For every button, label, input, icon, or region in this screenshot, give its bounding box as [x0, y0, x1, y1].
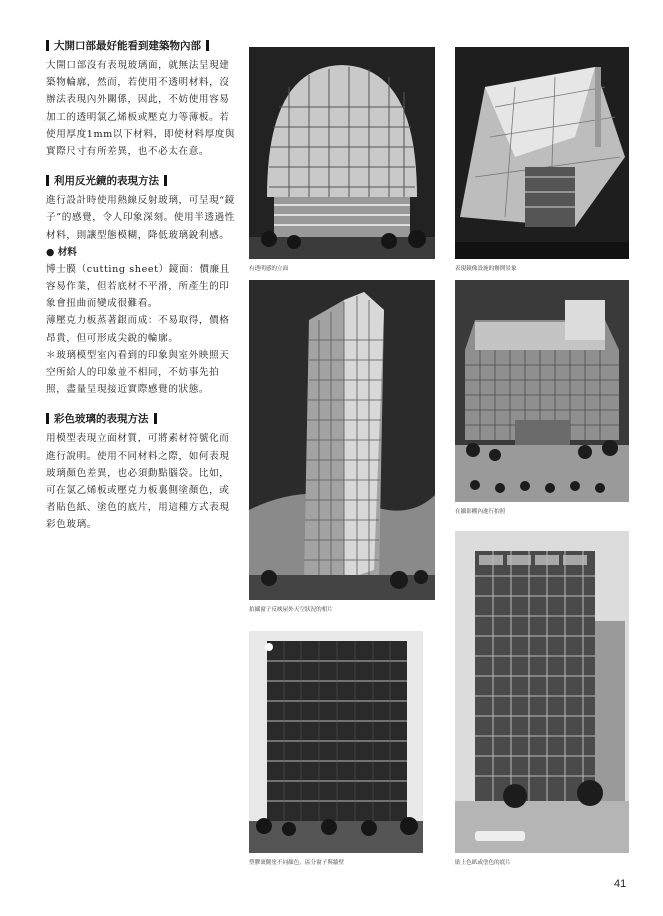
photo-transparent-facade — [249, 47, 435, 259]
heading-text: 彩色玻璃的表現方法 — [54, 413, 149, 426]
page-number: 41 — [614, 878, 627, 890]
section-body: 進行設計時使用熱線反射玻璃，可呈現“鏡子”的感覺，令人印象深刻。使用半透過性材料，則讓型態模糊，降低玻璃銳利感。 — [46, 195, 235, 241]
materials-bullet: ● 材料 — [46, 246, 77, 258]
photo-colored-film-tower — [455, 531, 629, 853]
photo-caption: 塑膠裏側塗不同顏色，區分窗子與牆壁 — [249, 860, 345, 866]
heading-bar-icon — [46, 40, 49, 51]
photo-reflective-tower — [249, 280, 435, 600]
heading-bar-icon — [154, 413, 157, 424]
heading-text: 大開口部最好能看到建築物內部 — [54, 40, 201, 52]
section-body: 用模型表現立面材質，可將素材符號化而進行說明。使用不同材料之際，如何表現玻璃顏色差異，也必須動點腦袋。比如，可在氯乙烯板或壓克力板裏側塗顏色，或者貼色紙、塗色的底片，用這種方式表現彩色玻璃。 — [46, 433, 230, 531]
section-mirror — [46, 173, 238, 398]
material-note: ＊玻璃模型室內看到的印象與室外映照天空所給人的印象並不相同，不妨事先拍照，盡量呈現接近實際感覺的狀態。 — [46, 349, 230, 396]
photo-caption: 有透明感的立面 — [249, 266, 289, 272]
section-colored-glass — [46, 411, 238, 533]
text-column — [46, 38, 238, 547]
heading-bar-icon — [206, 40, 209, 51]
heading-bar-icon — [46, 175, 49, 186]
photo-caption: 貼上色紙或塗色的底片 — [455, 860, 511, 866]
heading-bar-icon — [164, 175, 167, 186]
photo-caption: 表現鏡像設施的辦開景象 — [455, 266, 517, 272]
heading-text: 利用反光鏡的表現方法 — [54, 175, 159, 188]
material-item: 博士膜（cutting sheet）鏡面：價廉且容易作業，但若底材不平滑，所產生的印象會扭曲而變成很難看。 — [46, 263, 230, 310]
section-heading — [46, 38, 238, 53]
heading-bar-icon — [46, 413, 49, 424]
material-item: 薄壓克力板蒸著銀而成：不易取得，價格昂貴，但可形成尖銳的輪廓。 — [46, 315, 230, 344]
section-heading — [46, 411, 238, 426]
photo-studio-model — [455, 280, 629, 502]
photo-colored-windows — [249, 631, 423, 853]
photo-mirror-facility — [455, 47, 629, 259]
section-heading — [46, 173, 238, 188]
photo-caption: 拍攝窗子反映屋外天空狀況的相片 — [249, 607, 333, 613]
photo-caption: 在攝影棚內進行拍照 — [455, 509, 506, 515]
section-body: 大開口部沒有表現玻璃面，就無法呈現建築物輪廓，然而，若使用不透明材料，沒辦法表現內外關係，因此，不妨使用容易加工的透明氯乙烯板或壓克力等薄板。若使用厚度1mm以下材料，即使材料厚度與實際尺寸有所差異，也不必太在意。 — [46, 60, 236, 158]
section-open-facade — [46, 38, 238, 160]
